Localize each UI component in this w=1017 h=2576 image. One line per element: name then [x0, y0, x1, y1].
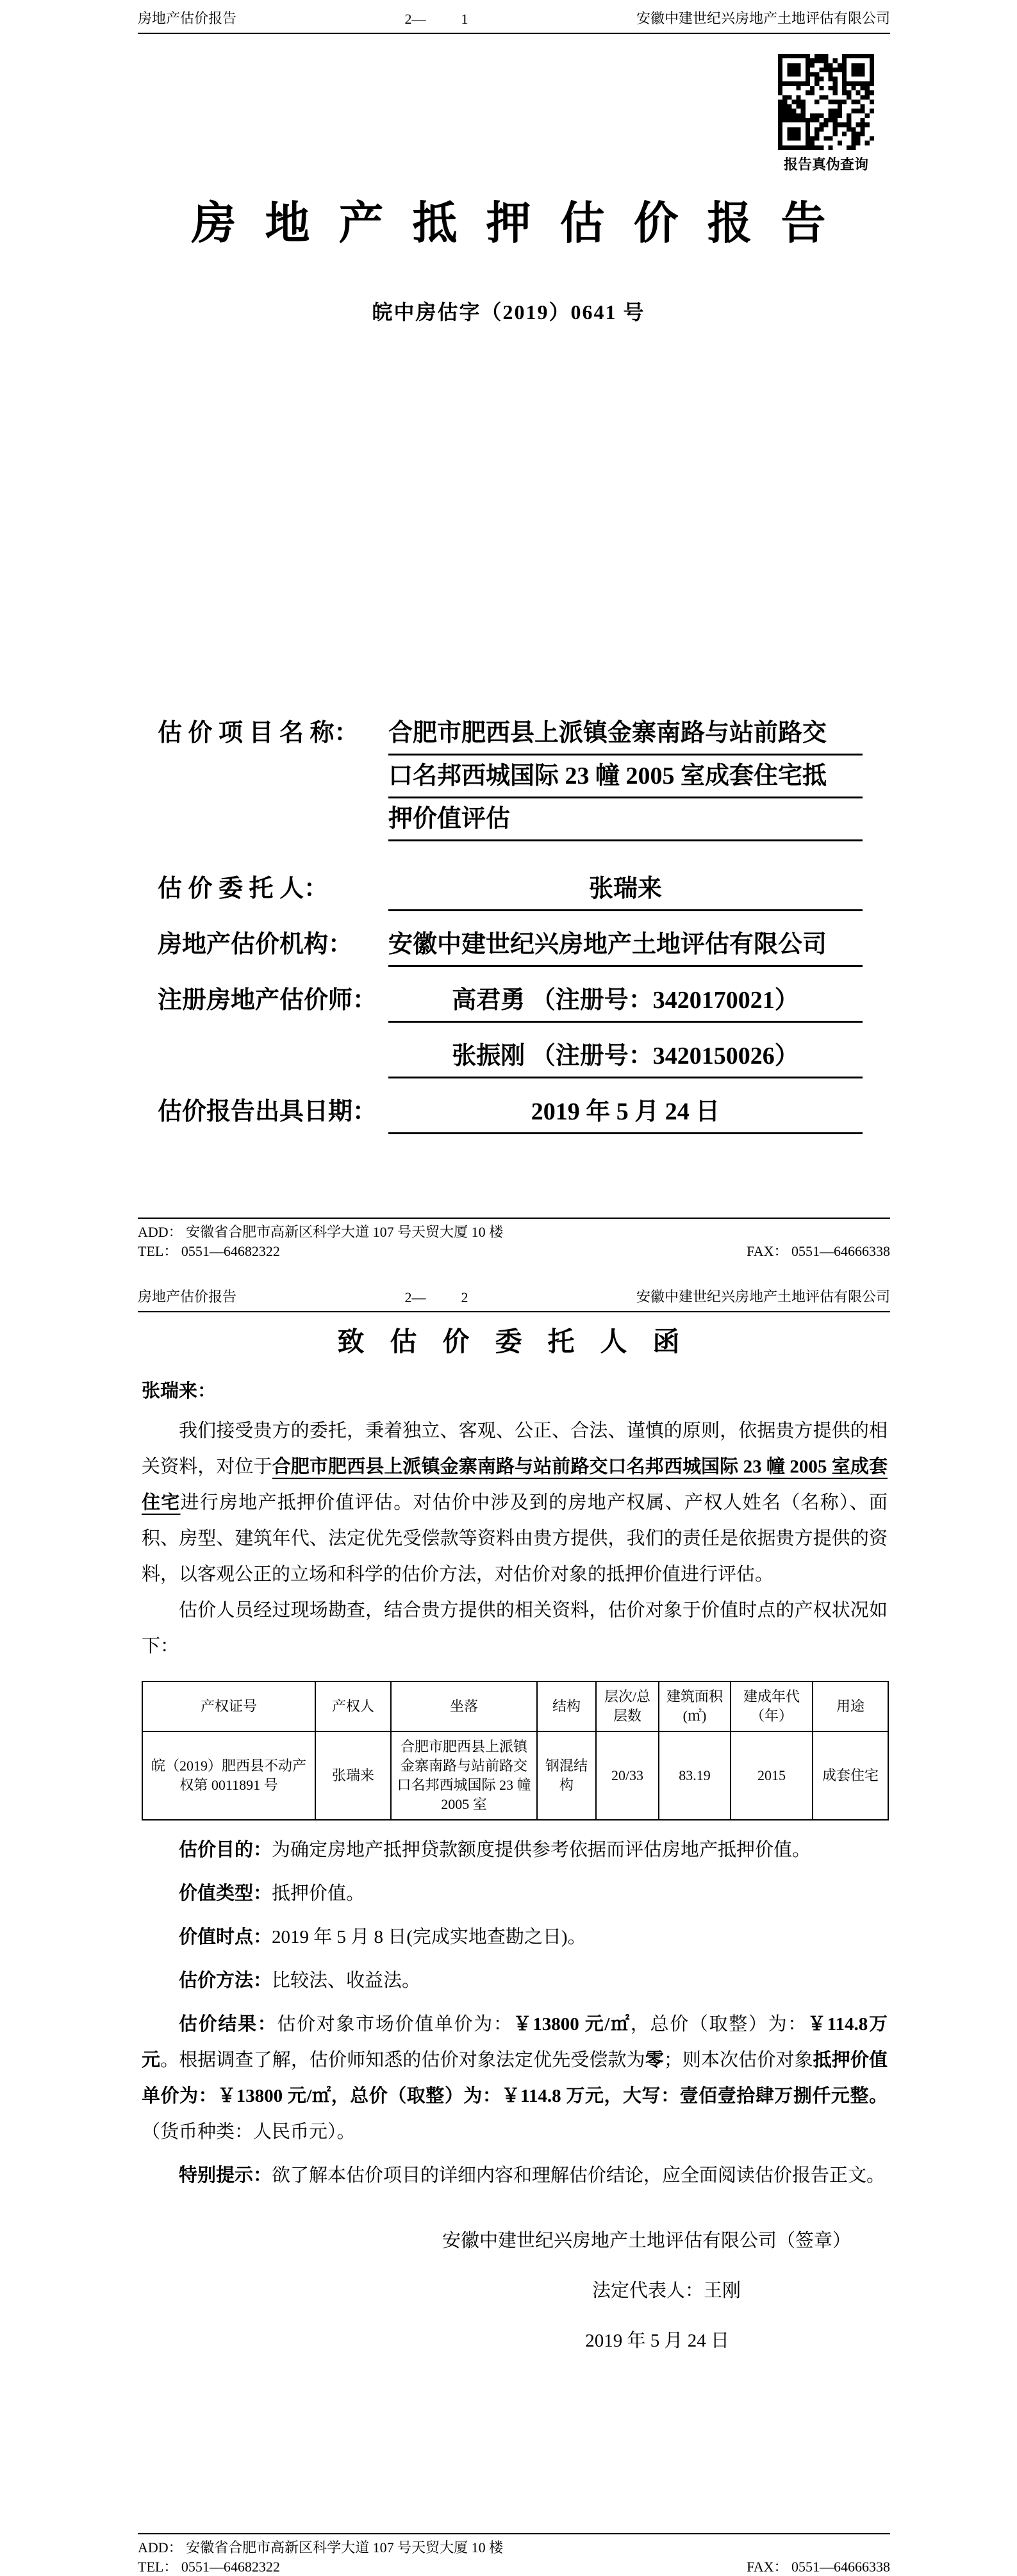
field-value: [388, 868, 863, 911]
item-value-type: 价值类型：抵押价值。: [179, 1883, 365, 1904]
salutation: 张瑞来：: [142, 1381, 217, 1401]
cell-certificate-no: 皖（2019）肥西县不动产权第 0011891 号: [142, 1731, 315, 1820]
col-area: 建筑面积(㎡): [659, 1681, 731, 1731]
col-use: 用途: [813, 1681, 888, 1731]
field-value: [388, 924, 863, 967]
survey-paragraph: 估价人员经过现场勘查，结合贵方提供的相关资料，估价对象于价值时点的产权状况如下：: [142, 1600, 888, 1656]
table-row: [142, 1731, 888, 1820]
cell-use: 成套住宅: [813, 1731, 888, 1820]
signature-legal-rep: 法定代表人：王刚: [591, 2281, 741, 2301]
cell-area: 83.19: [659, 1731, 731, 1820]
cell-year-built: 2015: [731, 1731, 813, 1820]
report-title: 房地产抵押估价报告: [191, 199, 855, 249]
cell-owner: 张瑞来: [315, 1731, 391, 1820]
page-total: 2—: [404, 11, 426, 27]
cover-fields: [158, 713, 863, 1147]
qr-code: [778, 54, 874, 150]
field-label: 估 价 委 托 人：: [158, 875, 329, 902]
underlined-value-line: 押价值评估: [388, 798, 863, 841]
field-agency: [158, 924, 863, 967]
field-label: 估价报告出具日期：: [158, 1098, 377, 1125]
item-value-date: 价值时点：2019 年 5 月 8 日(完成实地查勘之日)。: [179, 1927, 586, 1947]
table-header-row: [142, 1681, 888, 1731]
underlined-value-line: 张振刚 （注册号：3420150026）: [388, 1036, 863, 1078]
field-label: 房地产估价机构：: [158, 931, 353, 958]
field-appraiser-2: [158, 1036, 863, 1078]
field-value: [388, 713, 863, 841]
underlined-value-line: 合肥市肥西县上派镇金寨南路与站前路交: [388, 713, 863, 755]
field-appraiser-1: [158, 980, 863, 1023]
intro-paragraph: 我们接受贵方的委托，秉着独立、客观、公正、合法、谨慎的原则，依据贵方提供的相关资料，对位于合肥市肥西县上派镇金寨南路与站前路交口名邦西城国际 23 幢 2005 室成套住宅进行房地产抵押价值评估。对估价中涉及到的房地产权属、产权人姓名（名称）、面积、房型、建筑年代、法定优先受偿款等资料由贵方提供，我们的责任是依据贵方提供的资料，以客观公正的立场和科学的估价方法，对估价对象的抵押价值进行评估。: [142, 1421, 888, 1585]
underlined-value-line: 张瑞来: [388, 868, 863, 911]
cell-floor: 20/33: [596, 1731, 659, 1820]
field-label: 估 价 项 目 名 称：: [158, 720, 359, 747]
page-1-running-footer: [138, 1218, 890, 1261]
footer-tel: TEL： 0551—64682322: [138, 1243, 280, 1259]
field-value: [388, 1091, 863, 1134]
running-header-doc-type: 房地产估价报告: [138, 1289, 237, 1305]
field-client: [158, 868, 863, 911]
page-1-running-header: [138, 8, 890, 34]
col-floor: 层次/总层数: [596, 1681, 659, 1731]
col-certificate-no: 产权证号: [142, 1681, 315, 1731]
col-location: 坐落: [391, 1681, 537, 1731]
signature-block: [142, 2223, 888, 2359]
underlined-value-line: 安徽中建世纪兴房地产土地评估有限公司: [388, 924, 863, 967]
page-2-running-footer: [138, 2533, 890, 2576]
letter-title: 致估价委托人函: [337, 1328, 706, 1357]
footer-address: ADD： 安徽省合肥市高新区科学大道 107 号天贸大厦 10 楼: [138, 2539, 504, 2555]
field-label: 注册房地产估价师：: [158, 987, 377, 1014]
item-appraisal-method: 估价方法：比较法、收益法。: [179, 1970, 421, 1991]
page-number: 1: [461, 11, 468, 27]
property-rights-table: [142, 1681, 889, 1821]
field-value: [388, 1036, 863, 1078]
footer-address: ADD： 安徽省合肥市高新区科学大道 107 号天贸大厦 10 楼: [138, 1224, 504, 1240]
item-appraisal-purpose: 估价目的：为确定房地产抵押贷款额度提供参考依据而评估房地产抵押价值。: [179, 1840, 811, 1860]
qr-verify-block: [778, 54, 874, 174]
col-owner: 产权人: [315, 1681, 391, 1731]
cell-structure: 钢混结构: [537, 1731, 596, 1820]
item-special-note: 特别提示：欲了解本估价项目的详细内容和理解估价结论，应全面阅读估价报告正文。: [179, 2165, 886, 2186]
page-indicator: [405, 11, 468, 28]
field-issue-date: [158, 1091, 863, 1134]
page-2-running-header: [138, 1286, 890, 1312]
underlined-value-line: 口名邦西城国际 23 幢 2005 室成套住宅抵: [388, 755, 863, 798]
page-indicator: [405, 1289, 468, 1306]
running-header-company: 安徽中建世纪兴房地产土地评估有限公司: [636, 10, 890, 26]
field-project-name: [158, 713, 863, 841]
cell-location: 合肥市肥西县上派镇金寨南路与站前路交口名邦西城国际 23 幢 2005 室: [391, 1731, 537, 1820]
report-cover-page: [0, 0, 1017, 1278]
page-total: 2—: [404, 1289, 426, 1305]
page-number: 2: [461, 1289, 468, 1305]
footer-tel-fax: [138, 1242, 890, 1261]
letter-body: [142, 1373, 888, 2359]
qr-caption: 报告真伪查询: [783, 156, 868, 172]
field-value: [388, 980, 863, 1023]
signature-date: 2019 年 5 月 24 日: [585, 2331, 729, 2351]
running-header-doc-type: 房地产估价报告: [138, 10, 237, 26]
letter-page: [0, 1278, 1017, 2576]
underlined-value-line: 2019 年 5 月 24 日: [388, 1091, 863, 1134]
underlined-value-line: 高君勇 （注册号：3420170021）: [388, 980, 863, 1023]
running-header-company: 安徽中建世纪兴房地产土地评估有限公司: [636, 1289, 890, 1305]
footer-fax: FAX： 0551—64666338: [747, 2559, 890, 2575]
footer-tel: TEL： 0551—64682322: [138, 2559, 280, 2575]
signature-company: 安徽中建世纪兴房地产土地评估有限公司（签章）: [442, 2231, 851, 2251]
footer-fax: FAX： 0551—64666338: [747, 1243, 890, 1259]
item-appraisal-result: 估价结果：估价对象市场价值单价为：￥13800 元/㎡，总价（取整）为：￥114.8万元。根据调查了解，估价师知悉的估价对象法定优先受偿款为零；则本次估价对象抵押价值单价为：￥13800 元/㎡，总价（取整）为：￥114.8 万元，大写：壹佰壹拾肆万捌仟元整。（货币种类：人民币元）。: [142, 2014, 888, 2142]
report-number: 皖中房估字（2019）0641 号: [372, 301, 645, 324]
col-year-built: 建成年代（年）: [731, 1681, 813, 1731]
footer-tel-fax: [138, 2557, 890, 2576]
col-structure: 结构: [537, 1681, 596, 1731]
